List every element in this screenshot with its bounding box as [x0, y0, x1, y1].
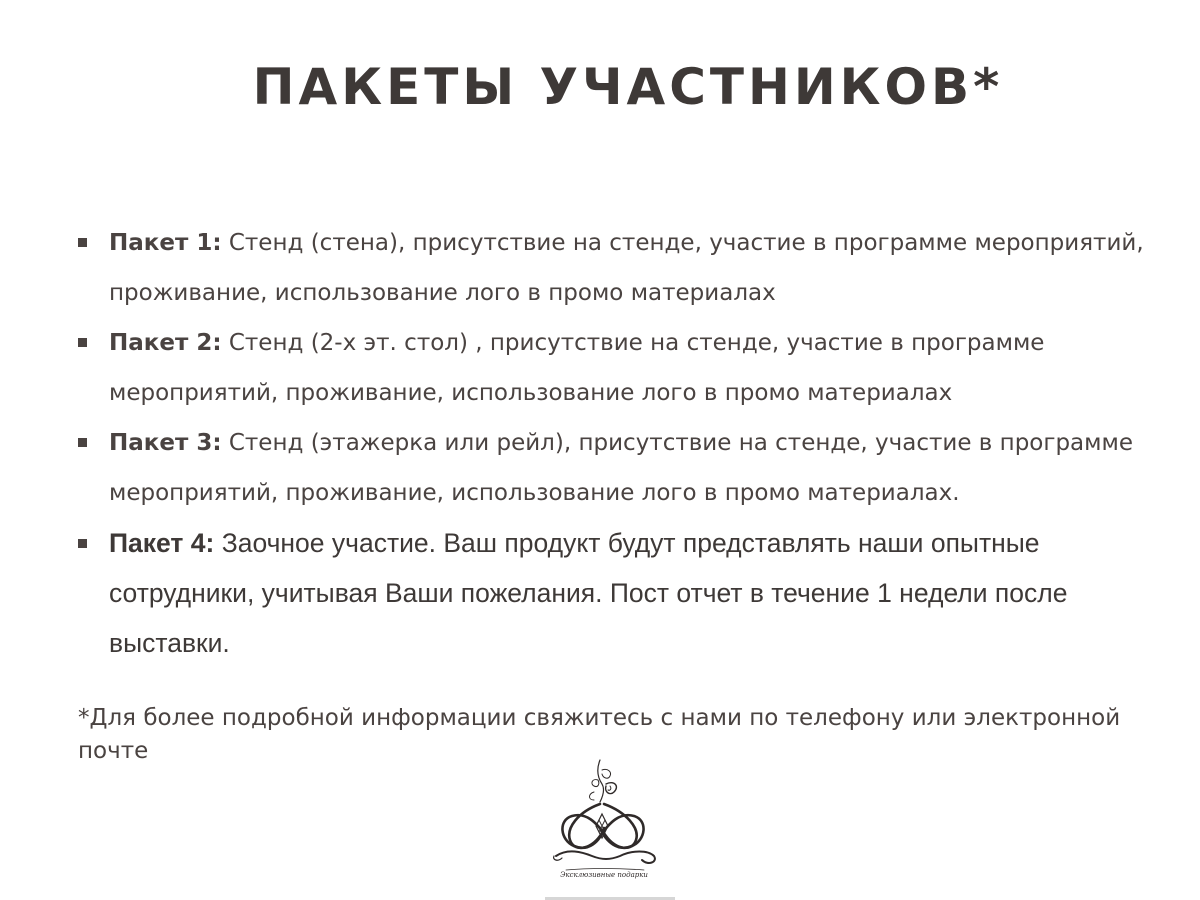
package-name: Пакет 1: [109, 230, 222, 256]
package-name: Пакет 4: [109, 528, 215, 558]
logo-caption: Эксклюзивные подарки [560, 871, 648, 879]
package-item-1 [78, 218, 1158, 318]
package-list [78, 218, 1158, 668]
footnote: *Для более подробной информации свяжитесь с нами по телефону или электронной почте [78, 705, 1121, 764]
square-bullet-icon [78, 539, 87, 548]
square-bullet-icon [78, 438, 87, 447]
package-item-2 [78, 318, 1158, 418]
package-item-3 [78, 418, 1158, 518]
package-description: Заочное участие. Ваш продукт будут представлять наши опытные сотрудники, учитывая Ваши пожелания. Пост отчет в течение 1 недели после выставки. [109, 528, 1068, 658]
package-name: Пакет 3: [109, 430, 222, 456]
package-description: Стенд (стена), присутствие на стенде, участие в программе мероприятий, проживание, использование лого в промо материалах [109, 230, 1144, 306]
ornamental-monogram-logo-icon [548, 756, 660, 886]
brand-logo [548, 756, 660, 886]
package-name: Пакет 2: [109, 330, 222, 356]
slide-title: ПАКЕТЫ УЧАСТНИКОВ* [252, 58, 1004, 116]
square-bullet-icon [78, 338, 87, 347]
package-description: Стенд (этажерка или рейл), присутствие на стенде, участие в программе мероприятий, проживание, использование лого в промо материалах. [109, 430, 1134, 506]
package-item-4 [78, 518, 1158, 668]
square-bullet-icon [78, 238, 87, 247]
package-description: Стенд (2-х эт. стол) , присутствие на стенде, участие в программе мероприятий, проживание, использование лого в промо материалах [109, 330, 1045, 406]
